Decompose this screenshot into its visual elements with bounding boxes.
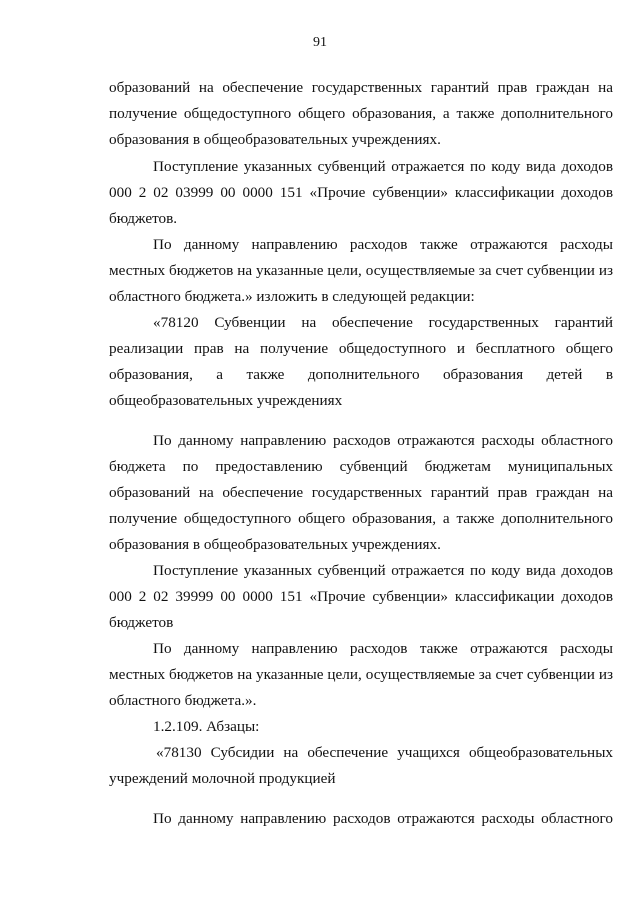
text-line: По данному направлению расходов отражаются расходы областного <box>153 810 613 827</box>
text-line: Поступление указанных субвенций отражается по коду вида доходов <box>153 562 613 579</box>
text-line: 000 2 02 39999 00 0000 151 «Прочие субвенции» классификации доходов <box>109 588 613 605</box>
text-line: бюджетов. <box>109 210 178 227</box>
text-line: «78130 Субсидии на обеспечение учащихся общеобразовательных <box>156 744 613 761</box>
text-line: По данному направлению расходов отражаются расходы областного <box>153 432 613 449</box>
text-line: 000 2 02 03999 00 0000 151 «Прочие субвенции» классификации доходов <box>109 184 613 201</box>
text-line: местных бюджетов на указанные цели, осуществляемые за счет субвенции из <box>109 262 613 279</box>
text-line: По данному направлению расходов также отражаются расходы <box>153 236 613 253</box>
text-line: образования, а также дополнительного образования детей в <box>109 366 613 383</box>
text-line: бюджета по предоставлению субвенций бюджетам муниципальных <box>109 458 613 475</box>
text-line: учреждений молочной продукцией <box>109 770 336 787</box>
page-number: 91 <box>313 35 327 50</box>
text-line: общеобразовательных учреждениях <box>109 392 343 409</box>
text-line: областного бюджета.» изложить в следующей редакции: <box>109 288 475 305</box>
text-line: образования в общеобразовательных учреждениях. <box>109 536 441 553</box>
text-line: образования в общеобразовательных учреждениях. <box>109 131 441 148</box>
text-line: образований на обеспечение государственных гарантий прав граждан на <box>109 79 613 96</box>
text-line: Поступление указанных субвенций отражается по коду вида доходов <box>153 158 613 175</box>
text-line: бюджетов <box>109 614 174 631</box>
text-line: «78120 Субвенции на обеспечение государственных гарантий <box>153 314 613 331</box>
text-line: получение общедоступного общего образования, а также дополнительного <box>109 510 613 527</box>
text-line: реализации прав на получение общедоступного и бесплатного общего <box>109 340 613 357</box>
text-line: получение общедоступного общего образования, а также дополнительного <box>109 105 613 122</box>
text-line: 1.2.109. Абзацы: <box>153 718 260 735</box>
text-line: По данному направлению расходов также отражаются расходы <box>153 640 613 657</box>
text-line: образований на обеспечение государственных гарантий прав граждан на <box>109 484 613 501</box>
text-line: областного бюджета.». <box>109 692 257 709</box>
text-line: местных бюджетов на указанные цели, осуществляемые за счет субвенции из <box>109 666 613 683</box>
